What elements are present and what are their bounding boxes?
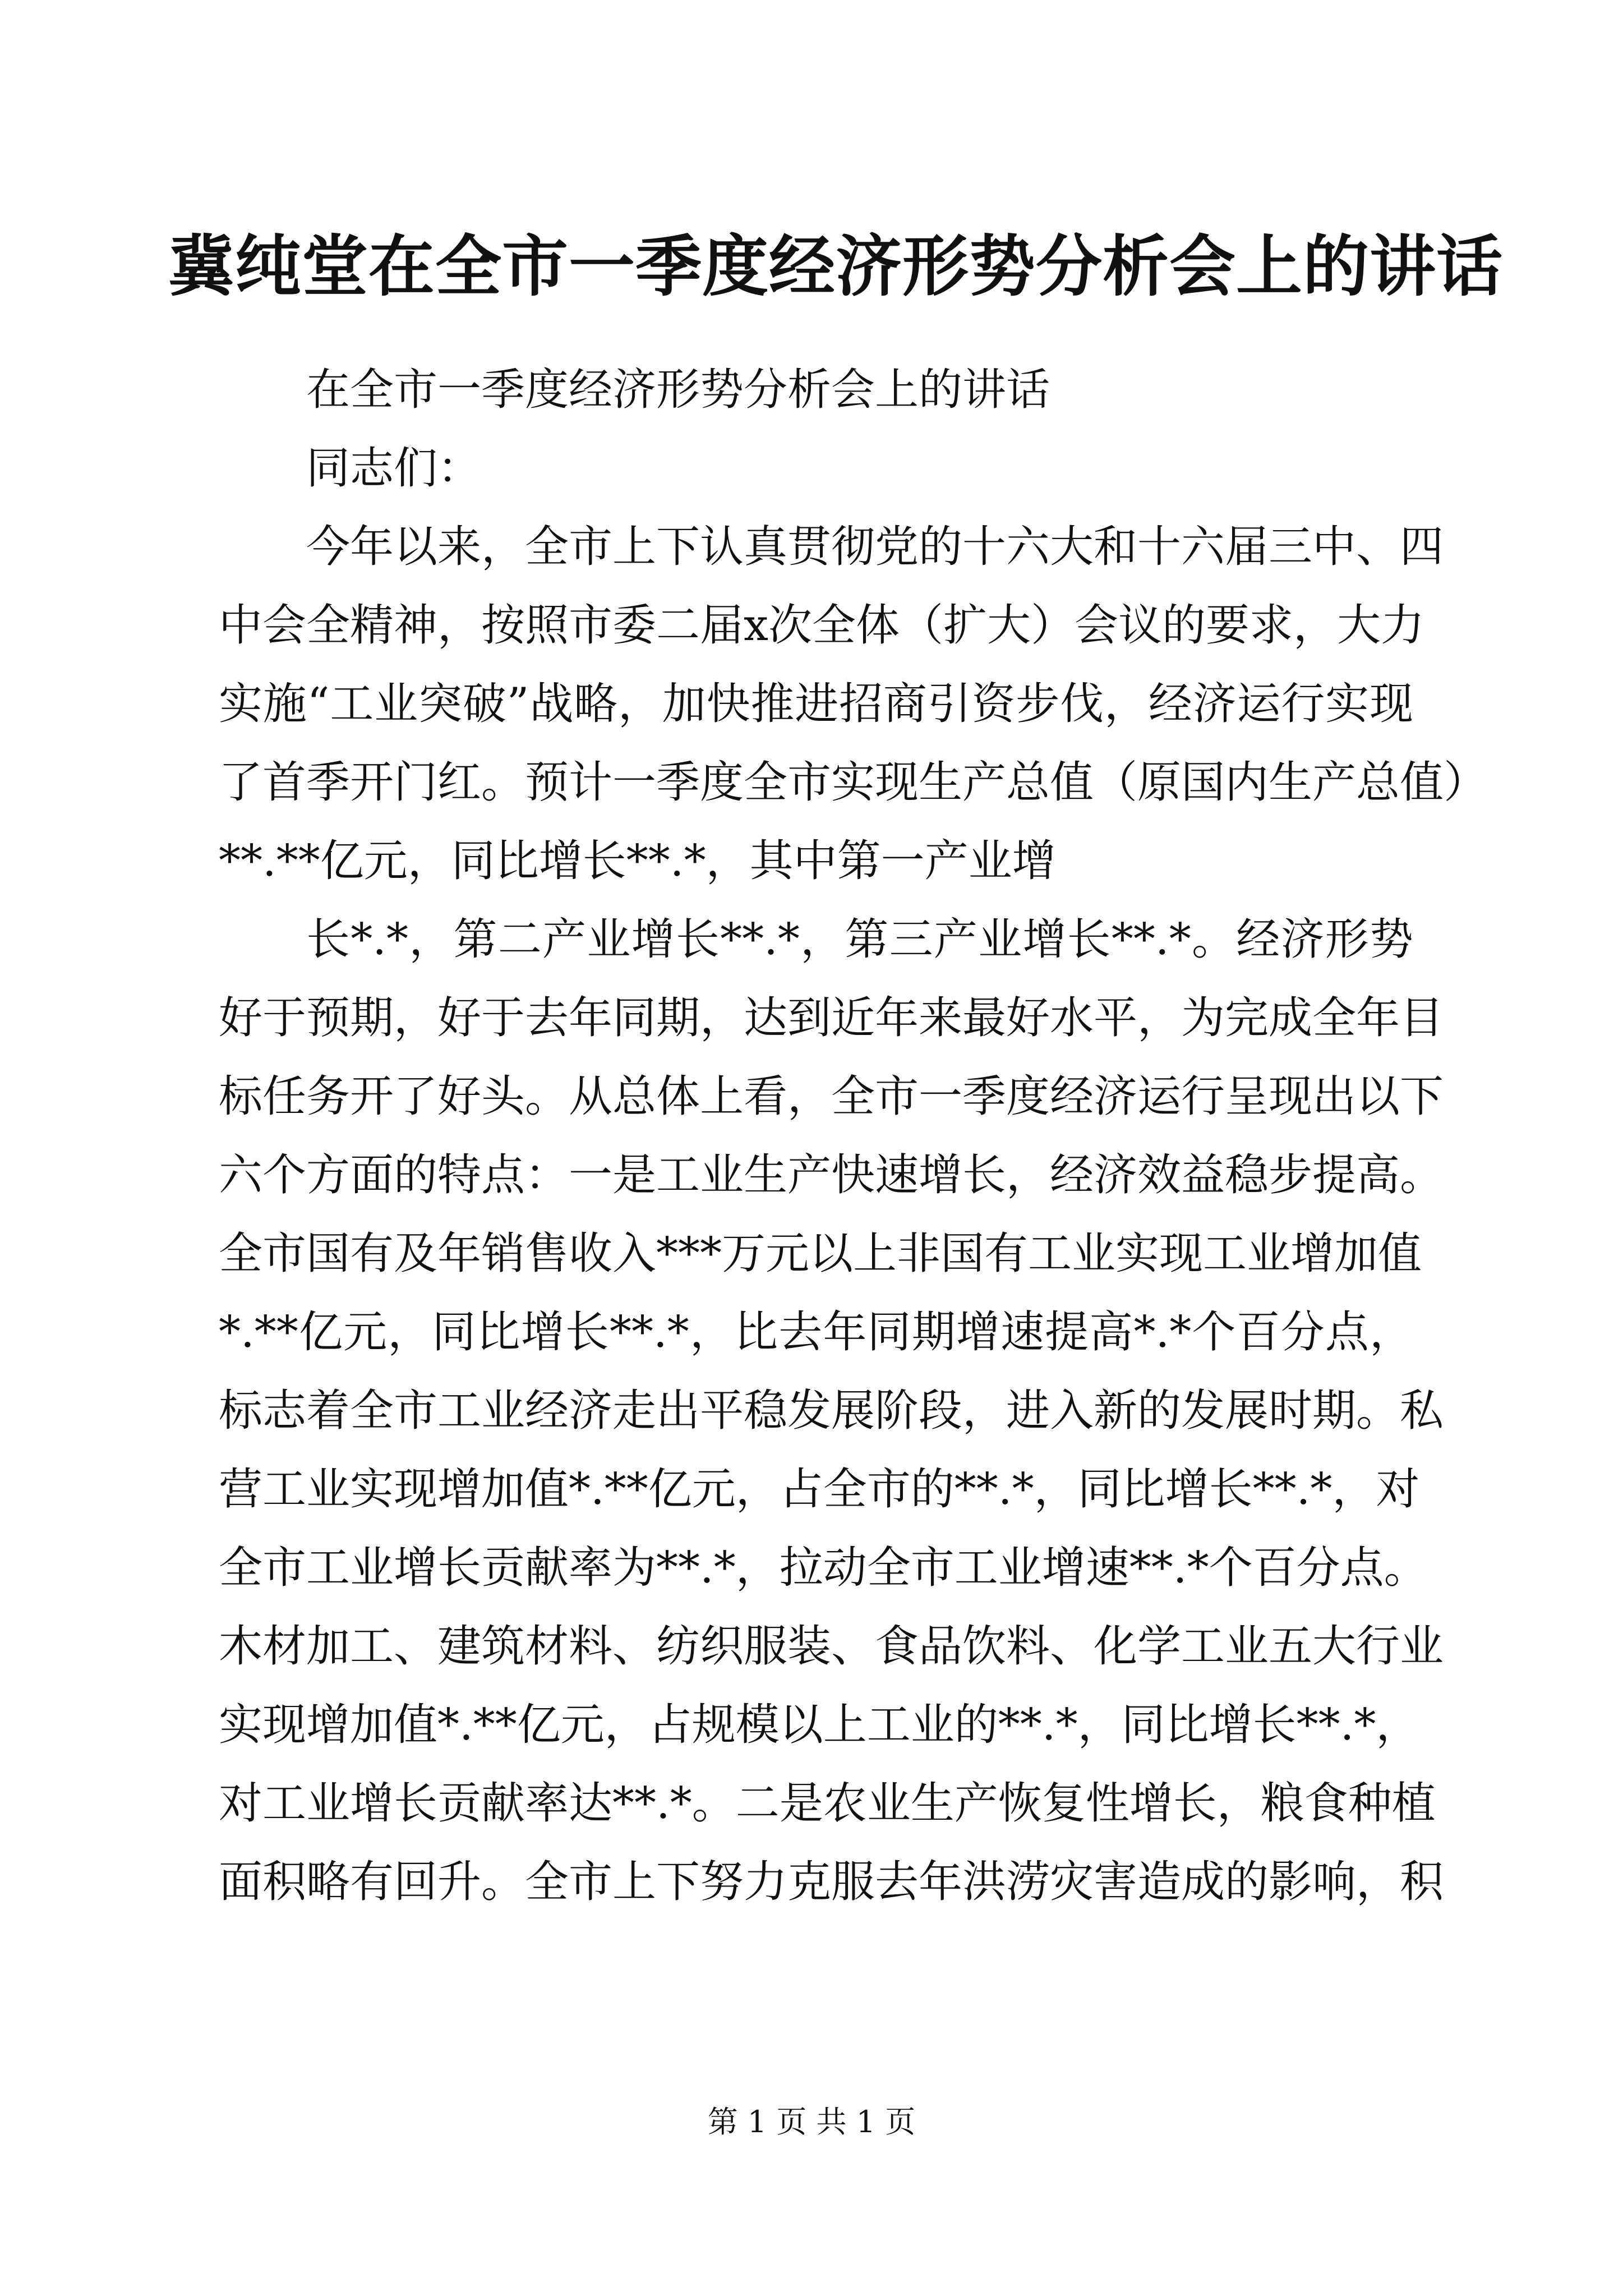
text-line: 了首季开门红。预计一季度全市实现生产总值（原国内生产总值） bbox=[219, 757, 1488, 808]
page-footer: 第 1 页 共 1 页 bbox=[707, 2104, 916, 2139]
text-line: 长*.*，第二产业增长**.*，第三产业增长**.*。经济形势 bbox=[306, 914, 1413, 965]
text-line: 全市国有及年销售收入***万元以上非国有工业实现工业增加值 bbox=[219, 1228, 1422, 1279]
document-body bbox=[219, 351, 1488, 1921]
document-title: 冀纯堂在全市一季度经济形势分析会上的讲话 bbox=[168, 227, 1504, 305]
text-line: 好于预期，好于去年同期，达到近年来最好水平，为完成全年目 bbox=[219, 993, 1444, 1043]
text-line: 在全市一季度经济形势分析会上的讲话 bbox=[306, 365, 1050, 415]
text-line: 实施“工业突破”战略，加快推进招商引资步伐，经济运行实现 bbox=[219, 679, 1413, 729]
text-line: *.**亿元，同比增长**.*，比去年同期增速提高*.*个百分点， bbox=[219, 1307, 1413, 1358]
text-line: 同志们： bbox=[306, 443, 482, 494]
text-line: 营工业实现增加值*.**亿元，占全市的**.*，同比增长**.*，对 bbox=[219, 1464, 1420, 1515]
text-line: 六个方面的特点：一是工业生产快速增长，经济效益稳步提高。 bbox=[219, 1150, 1444, 1200]
text-line: 标志着全市工业经济走出平稳发展阶段，进入新的发展时期。私 bbox=[219, 1386, 1444, 1436]
text-line: 实现增加值*.**亿元，占规模以上工业的**.*，同比增长**.*， bbox=[219, 1700, 1420, 1750]
text-line: 面积略有回升。全市上下努力克服去年洪涝灾害造成的影响，积 bbox=[219, 1857, 1444, 1907]
text-line: 今年以来，全市上下认真贯彻党的十六大和十六届三中、四 bbox=[306, 522, 1444, 572]
text-line: 中会全精神，按照市委二届x次全体（扩大）会议的要求，大力 bbox=[219, 600, 1424, 651]
text-line: 对工业增长贡献率达**.*。二是农业生产恢复性增长，粮食种植 bbox=[219, 1778, 1436, 1829]
text-line: 标任务开了好头。从总体上看，全市一季度经济运行呈现出以下 bbox=[219, 1071, 1444, 1122]
text-line: **.**亿元，同比增长**.*，其中第一产业增 bbox=[219, 836, 1056, 886]
text-line: 木材加工、建筑材料、纺织服装、食品饮料、化学工业五大行业 bbox=[219, 1621, 1444, 1672]
text-line: 全市工业增长贡献率为**.*，拉动全市工业增速**.*个百分点。 bbox=[219, 1543, 1428, 1593]
